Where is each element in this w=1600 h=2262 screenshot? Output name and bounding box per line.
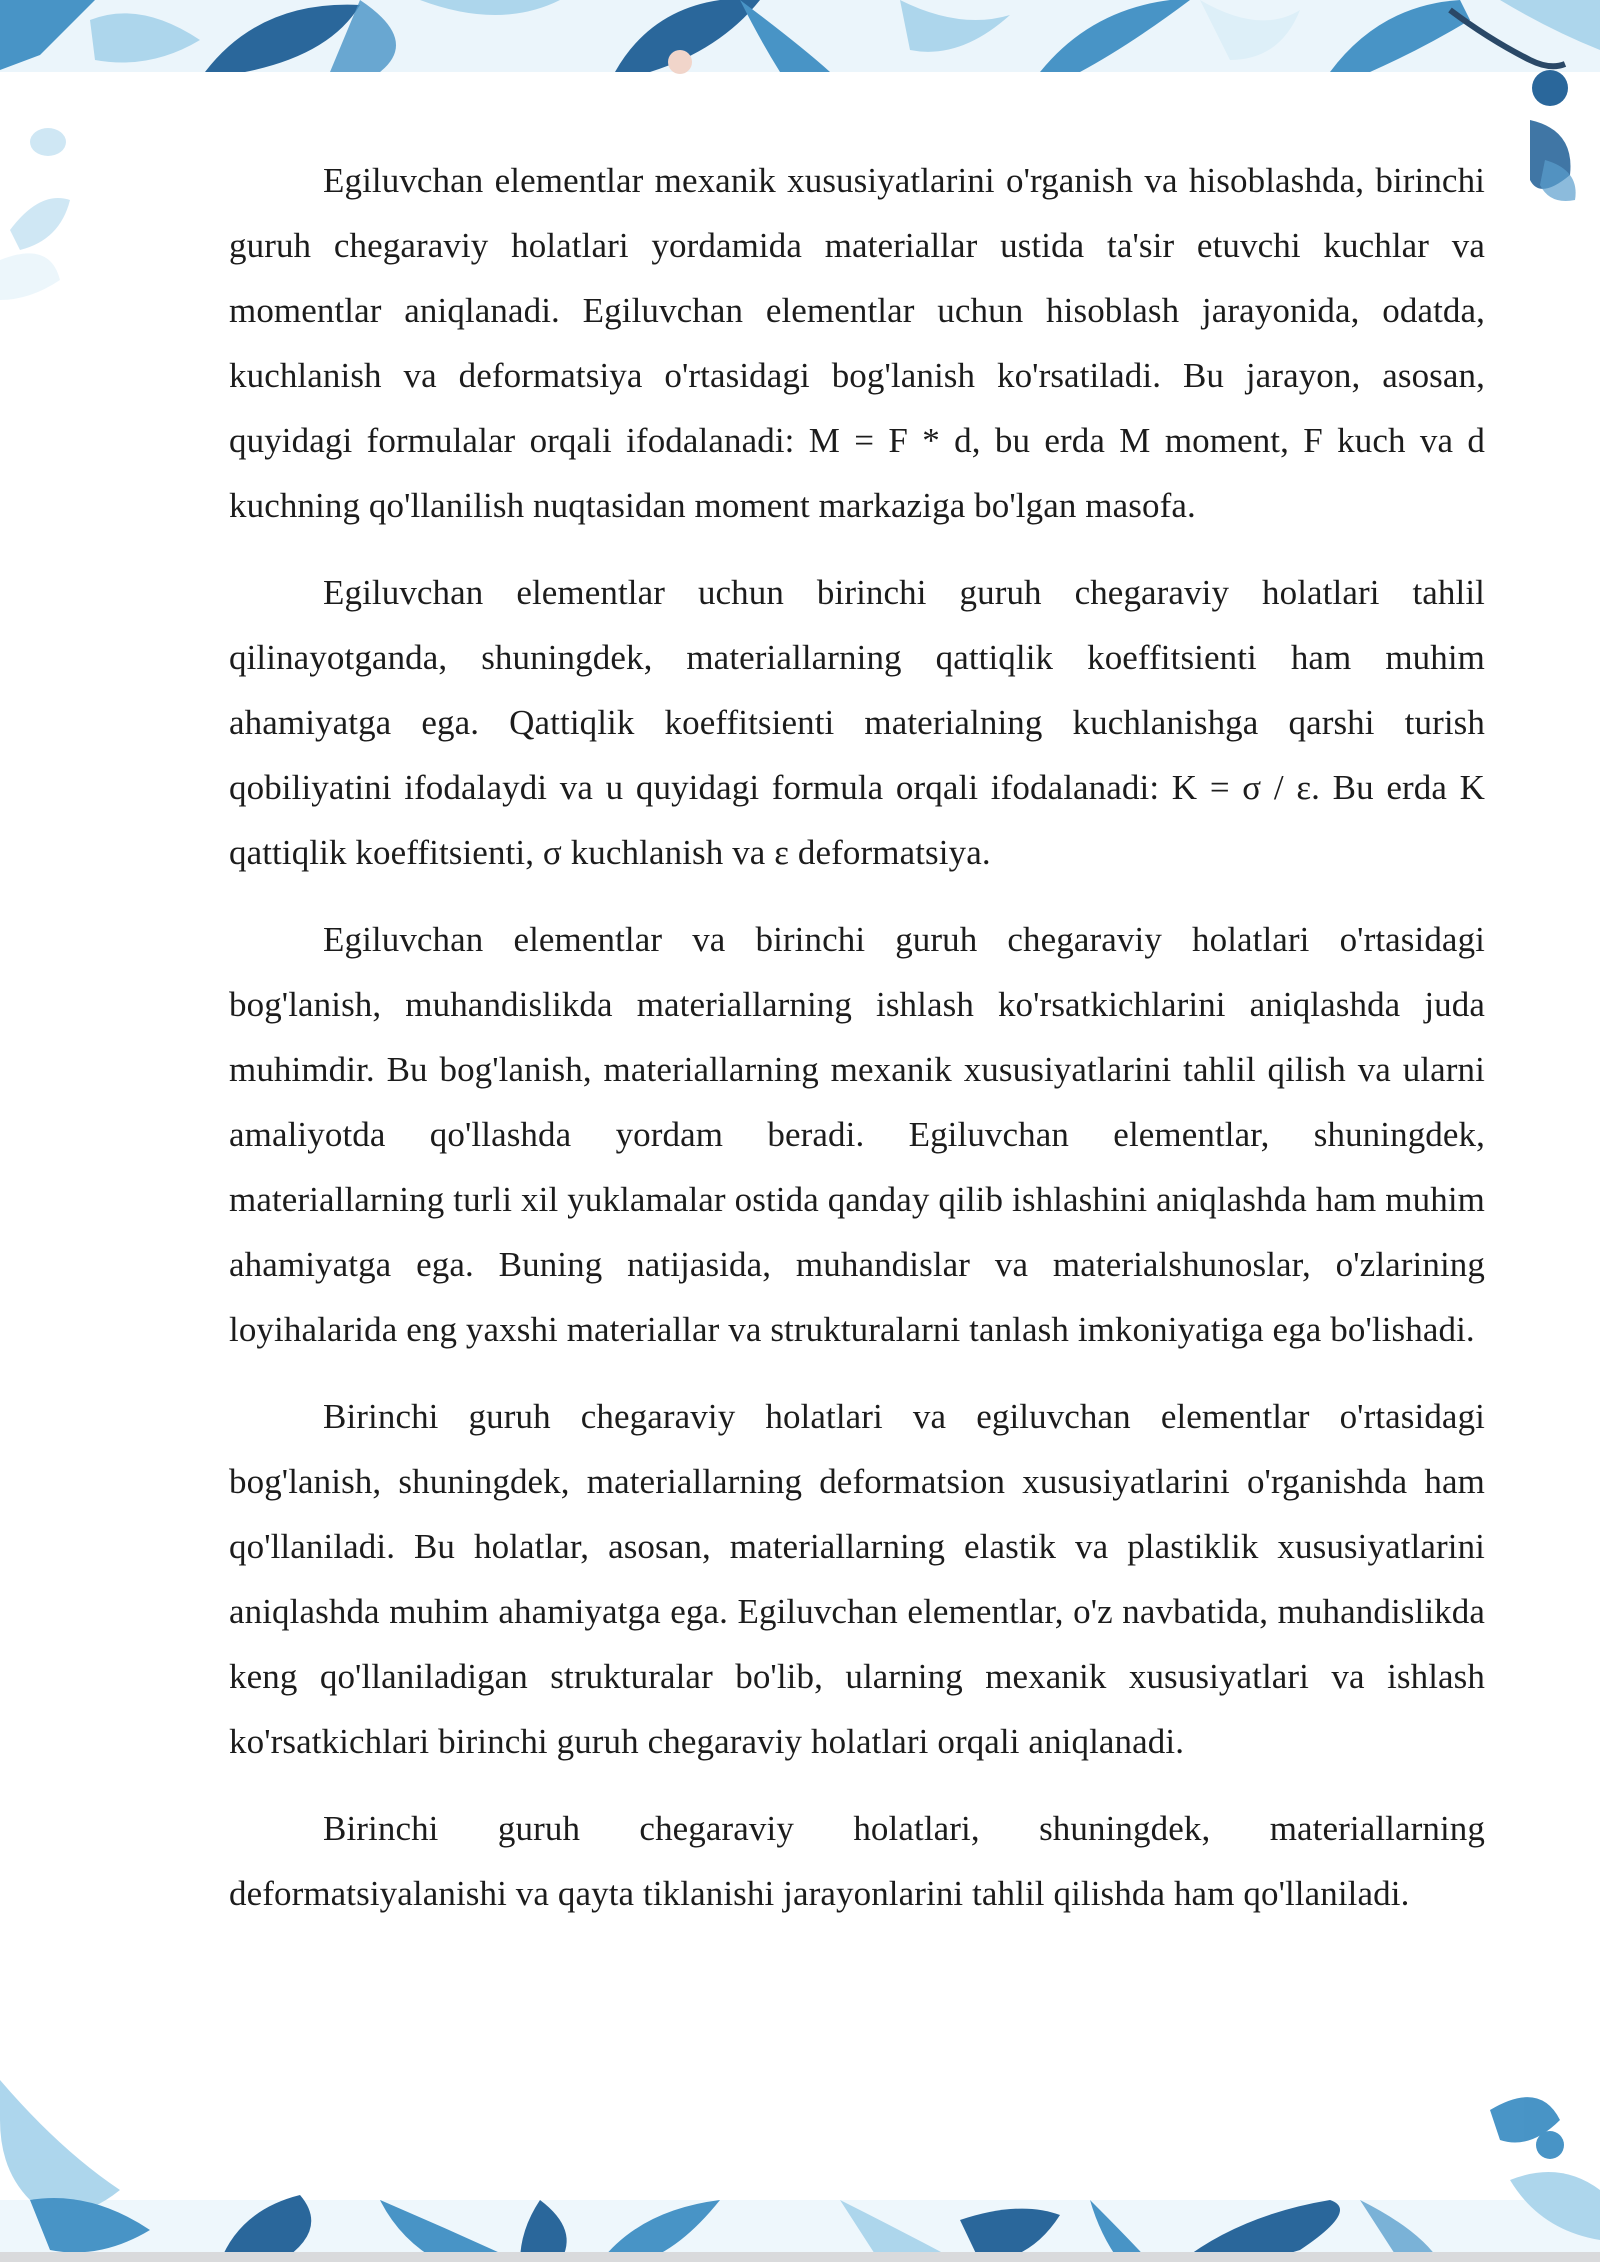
document-body [229,148,1485,1948]
left-leaf-border [0,128,70,300]
bottom-leaf-border [0,2080,1600,2262]
right-leaf-border [1530,120,1576,201]
paragraph-1: Egiluvchan elementlar mexanik xususiyatlarini o'rganish va hisoblashda, birinchi guruh chegaraviy holatlari yordamida materiallar ustida ta'sir etuvchi kuchlar va momentlar aniqlanadi. Egiluvchan elementlar uchun hisoblash jarayonida, odatda, kuchlanish va deformatsiya o'rtasidagi bog'lanish ko'rsatiladi. Bu jarayon, asosan, quyidagi formulalar orqali ifodalanadi: M = F * d, bu erda M moment, F kuch va d kuchning qo'llanilish nuqtasidan moment markaziga bo'lgan masofa. [229,161,1485,525]
paragraph-2: Egiluvchan elementlar uchun birinchi guruh chegaraviy holatlari tahlil qilinayotganda, shuningdek, materiallarning qattiqlik koeffitsienti ham muhim ahamiyatga ega. Qattiqlik koeffitsienti materialning kuchlanishga qarshi turish qobiliyatini ifodalaydi va u quyidagi formula orqali ifodalanadi: K = σ / ε. Bu erda K qattiqlik koeffitsienti, σ kuchlanish va ε deformatsiya. [229,573,1485,872]
top-leaf-border [0,0,1600,106]
paragraph-3: Egiluvchan elementlar va birinchi guruh chegaraviy holatlari o'rtasidagi bog'lanish, muhandislikda materiallarning ishlash ko'rsatkichlarini aniqlashda juda muhimdir. Bu bog'lanish, materiallarning mexanik xususiyatlarini tahlil qilish va ularni amaliyotda qo'llashda yordam beradi. Egiluvchan elementlar, shuningdek, materiallarning turli xil yuklamalar ostida qanday qilib ishlashini aniqlashda ham muhim ahamiyatga ega. Buning natijasida, muhandislar va materialshunoslar, o'zlarining loyihalarida eng yaxshi materiallar va strukturalarni tanlash imkoniyatiga ega bo'lishadi. [229,920,1485,1349]
paragraph-5: Birinchi guruh chegaraviy holatlari, shuningdek, materiallarning deformatsiyalanishi va qayta tiklanishi jarayonlarini tahlil qilishda ham qo'llaniladi. [229,1809,1485,1913]
paragraph-4: Birinchi guruh chegaraviy holatlari va egiluvchan elementlar o'rtasidagi bog'lanish, shuningdek, materiallarning deformatsion xususiyatlarini o'rganishda ham qo'llaniladi. Bu holatlar, asosan, materiallarning elastik va plastiklik xususiyatlarini aniqlashda muhim ahamiyatga ega. Egiluvchan elementlar, o'z navbatida, muhandislikda keng qo'llaniladigan strukturalar bo'lib, ularning mexanik xususiyatlari va ishlash ko'rsatkichlari birinchi guruh chegaraviy holatlari orqali aniqlanadi. [229,1397,1485,1761]
